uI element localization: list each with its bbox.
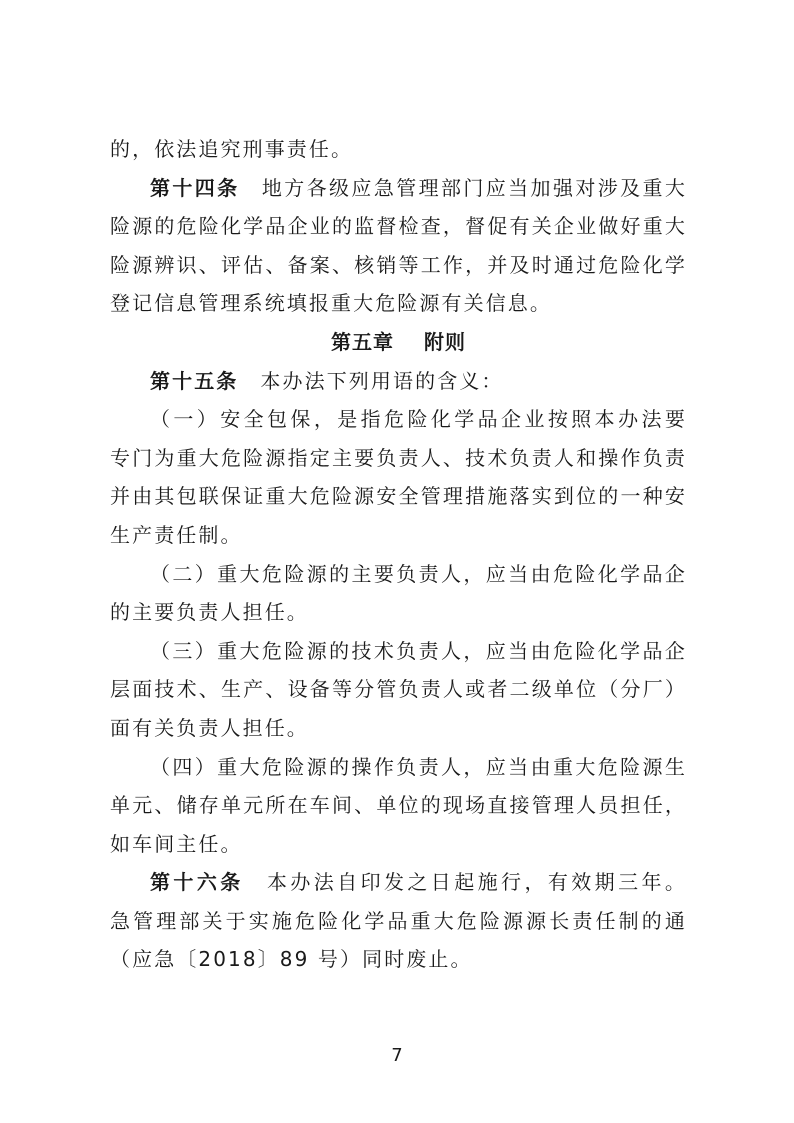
text-line: 的，依法追究刑事责任。 xyxy=(110,137,354,161)
text-line: 专门为重大危险源指定主要负责人、技术负责人和操作负责 xyxy=(110,445,687,470)
text-line: （三）重大危险源的技术负责人，应当由危险化学品企 xyxy=(150,638,687,663)
text-line: （一）安全包保，是指危险化学品企业按照本办法要 xyxy=(150,407,687,432)
text-line: （应急〔2018〕89 号）同时废止。 xyxy=(110,947,473,972)
text-line: 本办法自印发之日起施行，有效期三年。 xyxy=(265,870,687,895)
text-line: 面有关负责人担任。 xyxy=(110,715,309,740)
text-line: 险源的危险化学品企业的监督检查，督促有关企业做好重大 xyxy=(110,214,687,239)
chapter-number: 第五章 xyxy=(331,329,394,354)
text-line: 并由其包联保证重大危险源安全管理措施落实到位的一种安 xyxy=(110,484,687,509)
article-16 xyxy=(110,870,687,894)
article-label: 第十四条 xyxy=(150,175,240,200)
document-body xyxy=(110,137,687,986)
page-number: 7 xyxy=(391,1045,403,1066)
text-line: 层面技术、生产、设备等分管负责人或者二级单位（分厂） xyxy=(110,677,687,702)
text-line: 如车间主任。 xyxy=(110,831,243,856)
paragraph-continuation xyxy=(110,137,687,161)
text-line: （四）重大危险源的操作负责人，应当由重大危险源生 xyxy=(150,754,687,779)
text-line: 登记信息管理系统填报重大危险源有关信息。 xyxy=(110,291,552,316)
article-label: 第十六条 xyxy=(150,870,244,895)
text-line: 急管理部关于实施危险化学品重大危险源源长责任制的通 xyxy=(110,908,687,933)
text-line: 的主要负责人担任。 xyxy=(110,600,309,625)
text-line: 本办法下列用语的含义： xyxy=(260,368,504,393)
text-line: 单元、储存单元所在车间、单位的现场直接管理人员担任， xyxy=(110,793,687,818)
text-line: 险源辨识、评估、备案、核销等工作，并及时通过危险化学 xyxy=(110,252,687,277)
chapter-title: 附则 xyxy=(424,329,466,354)
article-label: 第十五条 xyxy=(150,368,239,393)
article-14 xyxy=(110,176,687,200)
chapter-heading xyxy=(110,330,687,354)
text-line: 生产责任制。 xyxy=(110,522,243,547)
text-line: 地方各级应急管理部门应当加强对涉及重大 xyxy=(261,175,687,200)
article-15 xyxy=(110,369,687,393)
text-line: （二）重大危险源的主要负责人，应当由危险化学品企 xyxy=(150,561,687,586)
